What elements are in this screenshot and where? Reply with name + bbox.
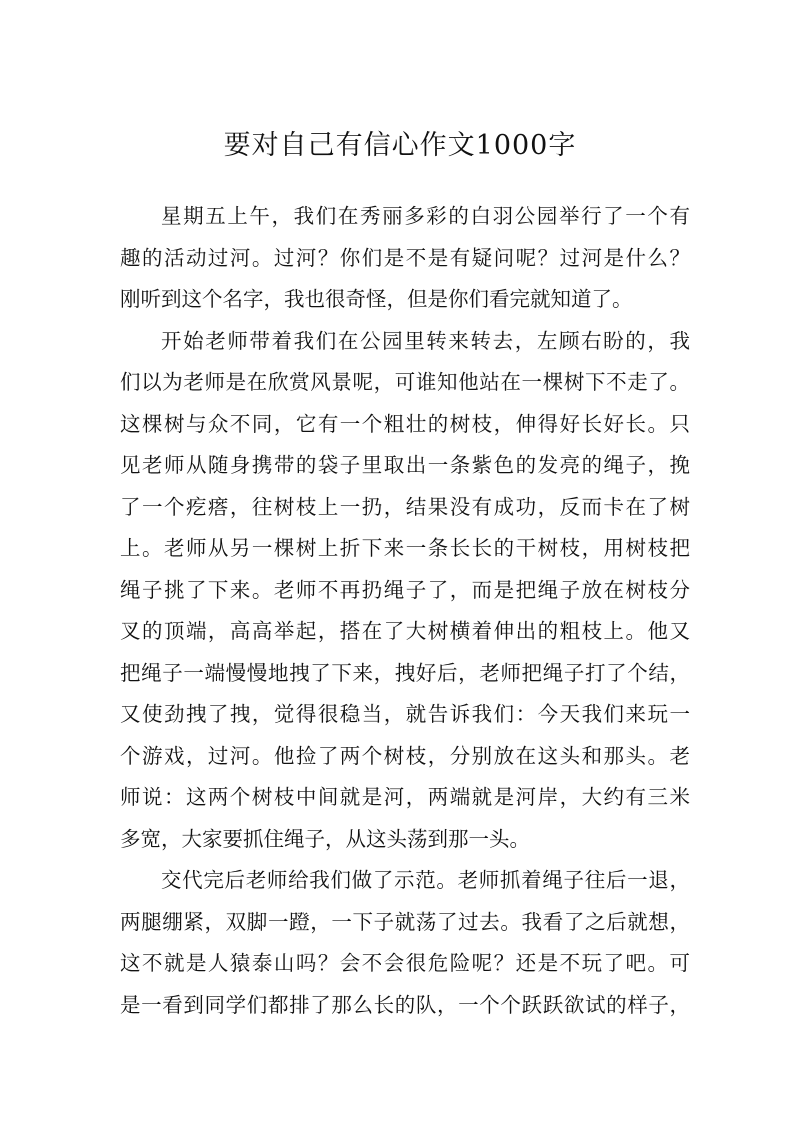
text-line: 交代完后老师给我们做了示范。老师抓着绳子往后一退， xyxy=(161,868,690,892)
text-line: 上。老师从另一棵树上折下来一条长长的干树枝，用树枝把 xyxy=(120,536,690,560)
text-line: 又使劲拽了拽，觉得很稳当，就告诉我们：今天我们来玩一 xyxy=(120,702,690,726)
text-line: 们以为老师是在欣赏风景呢，可谁知他站在一棵树下不走了。 xyxy=(120,370,690,394)
text-line: 叉的顶端，高高举起，搭在了大树横着伸出的粗枝上。他又 xyxy=(120,619,690,643)
text-line: 绳子挑了下来。老师不再扔绳子了，而是把绳子放在树枝分 xyxy=(120,577,690,602)
text-line: 这棵树与众不同，它有一个粗壮的树枝，伸得好长好长。只 xyxy=(120,411,690,436)
text-line: 两腿绷紧，双脚一蹬，一下子就荡了过去。我看了之后就想， xyxy=(120,909,690,934)
text-line: 开始老师带着我们在公园里转来转去，左顾右盼的，我 xyxy=(161,328,690,353)
text-line: 这不就是人猿泰山吗？会不会很危险呢？还是不玩了吧。可 xyxy=(120,951,690,975)
text-line: 见老师从随身携带的袋子里取出一条紫色的发亮的绳子，挽 xyxy=(120,453,690,477)
document-body xyxy=(120,196,690,1026)
text-line: 星期五上午，我们在秀丽多彩的白羽公园举行了一个有 xyxy=(161,204,690,228)
text-line: 多宽，大家要抓住绳子，从这头荡到那一头。 xyxy=(120,826,530,851)
text-line: 师说：这两个树枝中间就是河，两端就是河岸，大约有三米 xyxy=(120,785,690,809)
text-line: 了一个疙瘩，往树枝上一扔，结果没有成功，反而卡在了树 xyxy=(120,494,690,519)
text-line: 趣的活动过河。过河？你们是不是有疑问呢？过河是什么？ xyxy=(120,245,690,270)
text-line: 刚听到这个名字，我也很奇怪，但是你们看完就知道了。 xyxy=(120,287,633,311)
text-line: 把绳子一端慢慢地拽了下来，拽好后，老师把绳子打了个结， xyxy=(120,660,690,685)
document-title: 要对自己有信心作文1000字 xyxy=(223,130,577,161)
text-line: 是一看到同学们都排了那么长的队，一个个跃跃欲试的样子， xyxy=(120,992,690,1017)
text-line: 个游戏，过河。他捡了两个树枝，分别放在这头和那头。老 xyxy=(120,743,690,768)
